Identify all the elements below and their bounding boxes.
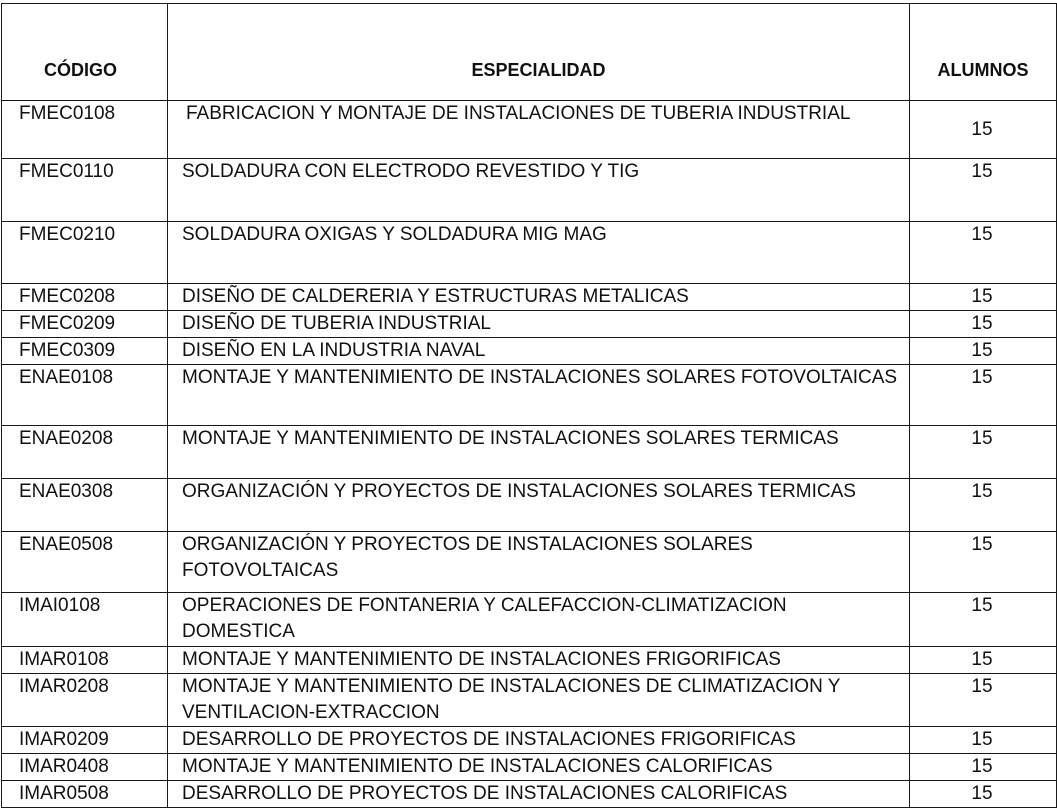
cell-specialty: MONTAJE Y MANTENIMIENTO DE INSTALACIONES FRIGORIFICAS bbox=[168, 647, 910, 674]
cell-code: FMEC0210 bbox=[2, 222, 168, 284]
table-row bbox=[2, 593, 1057, 647]
cell-specialty: MONTAJE Y MANTENIMIENTO DE INSTALACIONES SOLARES FOTOVOLTAICAS bbox=[168, 365, 910, 426]
cell-students: 15 bbox=[910, 311, 1057, 338]
cell-students: 15 bbox=[910, 727, 1057, 754]
cell-students: 15 bbox=[910, 159, 1057, 222]
table-row bbox=[2, 754, 1057, 781]
cell-code: IMAR0508 bbox=[2, 781, 168, 808]
cell-specialty: ORGANIZACIÓN Y PROYECTOS DE INSTALACIONES SOLARES FOTOVOLTAICAS bbox=[168, 532, 910, 593]
table-row bbox=[2, 365, 1057, 426]
cell-students: 15 bbox=[910, 426, 1057, 479]
table-row bbox=[2, 479, 1057, 532]
header-students: ALUMNOS bbox=[910, 4, 1057, 101]
cell-specialty: SOLDADURA CON ELECTRODO REVESTIDO Y TIG bbox=[168, 159, 910, 222]
cell-students: 15 bbox=[910, 284, 1057, 311]
cell-code: FMEC0209 bbox=[2, 311, 168, 338]
cell-code: FMEC0208 bbox=[2, 284, 168, 311]
cell-students: 15 bbox=[910, 338, 1057, 365]
cell-code: IMAR0108 bbox=[2, 647, 168, 674]
table-row bbox=[2, 159, 1057, 222]
cell-specialty: FABRICACION Y MONTAJE DE INSTALACIONES DE TUBERIA INDUSTRIAL bbox=[168, 101, 910, 159]
cell-students: 15 bbox=[910, 532, 1057, 593]
cell-students: 15 bbox=[910, 781, 1057, 808]
table-row bbox=[2, 284, 1057, 311]
cell-specialty: DISEÑO DE TUBERIA INDUSTRIAL bbox=[168, 311, 910, 338]
header-code: CÓDIGO bbox=[2, 4, 168, 101]
cell-students: 15 bbox=[910, 593, 1057, 647]
cell-code: IMAR0208 bbox=[2, 674, 168, 727]
table-row bbox=[2, 781, 1057, 808]
table-row bbox=[2, 647, 1057, 674]
table-row bbox=[2, 101, 1057, 159]
cell-code: FMEC0309 bbox=[2, 338, 168, 365]
cell-specialty: ORGANIZACIÓN Y PROYECTOS DE INSTALACIONES SOLARES TERMICAS bbox=[168, 479, 910, 532]
table-row bbox=[2, 532, 1057, 593]
cell-specialty: DISEÑO EN LA INDUSTRIA NAVAL bbox=[168, 338, 910, 365]
table-row bbox=[2, 674, 1057, 727]
table-row bbox=[2, 222, 1057, 284]
cell-students: 15 bbox=[910, 101, 1057, 159]
cell-specialty: DESARROLLO DE PROYECTOS DE INSTALACIONES FRIGORIFICAS bbox=[168, 727, 910, 754]
cell-specialty: DISEÑO DE CALDERERIA Y ESTRUCTURAS METALICAS bbox=[168, 284, 910, 311]
cell-code: IMAI0108 bbox=[2, 593, 168, 647]
cell-specialty: MONTAJE Y MANTENIMIENTO DE INSTALACIONES CALORIFICAS bbox=[168, 754, 910, 781]
cell-students: 15 bbox=[910, 754, 1057, 781]
course-table bbox=[1, 3, 1057, 808]
cell-code: ENAE0208 bbox=[2, 426, 168, 479]
cell-students: 15 bbox=[910, 222, 1057, 284]
cell-code: ENAE0308 bbox=[2, 479, 168, 532]
cell-specialty: OPERACIONES DE FONTANERIA Y CALEFACCION-CLIMATIZACION DOMESTICA bbox=[168, 593, 910, 647]
cell-code: FMEC0110 bbox=[2, 159, 168, 222]
table-row bbox=[2, 338, 1057, 365]
cell-specialty: DESARROLLO DE PROYECTOS DE INSTALACIONES CALORIFICAS bbox=[168, 781, 910, 808]
table-header-row bbox=[2, 4, 1057, 101]
table-row bbox=[2, 426, 1057, 479]
cell-students: 15 bbox=[910, 365, 1057, 426]
table-row bbox=[2, 311, 1057, 338]
table-row bbox=[2, 727, 1057, 754]
cell-code: IMAR0408 bbox=[2, 754, 168, 781]
cell-students: 15 bbox=[910, 647, 1057, 674]
cell-code: FMEC0108 bbox=[2, 101, 168, 159]
cell-code: ENAE0108 bbox=[2, 365, 168, 426]
cell-code: IMAR0209 bbox=[2, 727, 168, 754]
header-specialty: ESPECIALIDAD bbox=[168, 4, 910, 101]
cell-specialty: SOLDADURA OXIGAS Y SOLDADURA MIG MAG bbox=[168, 222, 910, 284]
cell-students: 15 bbox=[910, 479, 1057, 532]
cell-specialty: MONTAJE Y MANTENIMIENTO DE INSTALACIONES SOLARES TERMICAS bbox=[168, 426, 910, 479]
cell-code: ENAE0508 bbox=[2, 532, 168, 593]
cell-students: 15 bbox=[910, 674, 1057, 727]
cell-specialty: MONTAJE Y MANTENIMIENTO DE INSTALACIONES DE CLIMATIZACION Y VENTILACION-EXTRACCION bbox=[168, 674, 910, 727]
